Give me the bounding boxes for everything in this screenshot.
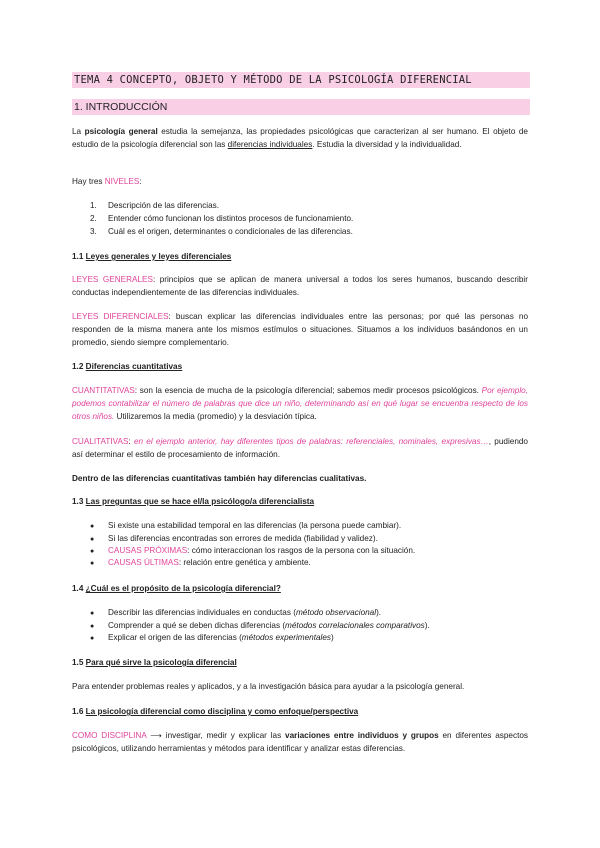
cuantitativas-paragraph: CUANTITATIVAS: son la esencia de mucha de la psicología diferencial; sabemos medir procesos psicológicos. Por ejemplo, podemos contabilizar el número de palabras que dice un niño, determinando así en qué lugar se encuentra respecto de los otros niños. Utilizaremos la media (promedio) y la desviación típica. xyxy=(72,386,528,421)
list-item: 2. Entender cómo funcionan los distintos procesos de funcionamiento. xyxy=(90,214,354,223)
document-title: TEMA 4 CONCEPTO, OBJETO Y MÉTODO DE LA PSICOLOGÍA DIFERENCIAL xyxy=(72,72,530,88)
list-item: ● Si las diferencias encontradas son errores de medida (fiabilidad y validez). xyxy=(90,534,378,543)
list-item: ● Explicar el origen de las diferencias (métodos experimentales) xyxy=(90,633,334,642)
disciplina-paragraph: COMO DISCIPLINA ⟶ investigar, medir y explicar las variaciones entre individuos y grupos en diferentes aspectos psicológicos, utilizando herramientas y métodos para identificar y analizar estas diferencias. xyxy=(72,731,528,753)
list-item: ● CAUSAS PRÓXIMAS: cómo interaccionan los rasgos de la persona con la situación. xyxy=(90,546,416,555)
list-item: ● CAUSAS ÚLTIMAS: relación entre genética y ambiente. xyxy=(90,558,311,567)
list-item: 3. Cuál es el origen, determinantes o condicionales de las diferencias. xyxy=(90,227,353,236)
section-heading-introduccion: 1. INTRODUCCIÓN xyxy=(72,99,530,115)
intro-paragraph: La psicología general estudia la semejanza, las propiedades psicológicas que caracterizan al ser humano. El objeto de estudio de la psicología diferencial son las diferencias individuales. Estudia la diversidad y la individualidad. xyxy=(72,127,528,149)
list-item: 1. Descripción de las diferencias. xyxy=(90,201,220,210)
subsection-heading-1-2: 1.2 Diferencias cuantitativas xyxy=(72,362,183,371)
cualitativas-paragraph: CUALITATIVAS: en el ejemplo anterior, hay diferentes tipos de palabras: referenciales, nominales, expresivas…, pudiendo así determinar el estilo de procesamiento de información. xyxy=(72,437,528,459)
subsection-heading-1-1: 1.1 Leyes generales y leyes diferenciales xyxy=(72,252,232,261)
subsection-heading-1-4: 1.4 ¿Cuál es el propósito de la psicología diferencial? xyxy=(72,584,281,593)
list-item: ● Si existe una estabilidad temporal en las diferencias (la persona puede cambiar). xyxy=(90,521,402,530)
leyes-diferenciales-paragraph: LEYES DIFERENCIALES: buscan explicar las diferencias individuales entre las personas; por qué las personas no responden de la misma manera ante los mismos estímulos o situaciones. Situamos a los individuos basándonos en un promedio, siendo siempre complementario. xyxy=(72,312,528,347)
list-item: ● Describir las diferencias individuales en conductas (método observacional). xyxy=(90,608,382,617)
s15-paragraph: Para entender problemas reales y aplicados, y a la investigación básica para ayudar a la psicología general. xyxy=(72,682,465,691)
leyes-generales-paragraph: LEYES GENERALES: principios que se aplican de manera universal a todos los seres humanos, buscando describir conductas independientemente de las diferencias individuales. xyxy=(72,275,528,297)
subsection-heading-1-5: 1.5 Para qué sirve la psicología diferencial xyxy=(72,658,237,667)
bold-statement: Dentro de las diferencias cuantitativas también hay diferencias cualitativas. xyxy=(72,474,367,483)
list-item: ● Comprender a qué se deben dichas diferencias (métodos correlacionales comparativos). xyxy=(90,621,430,630)
niveles-paragraph: Hay tres NIVELES: xyxy=(72,177,142,186)
subsection-heading-1-3: 1.3 Las preguntas que se hace el/la psicólogo/a diferencialista xyxy=(72,497,315,506)
subsection-heading-1-6: 1.6 La psicología diferencial como disciplina y como enfoque/perspectiva xyxy=(72,707,359,716)
